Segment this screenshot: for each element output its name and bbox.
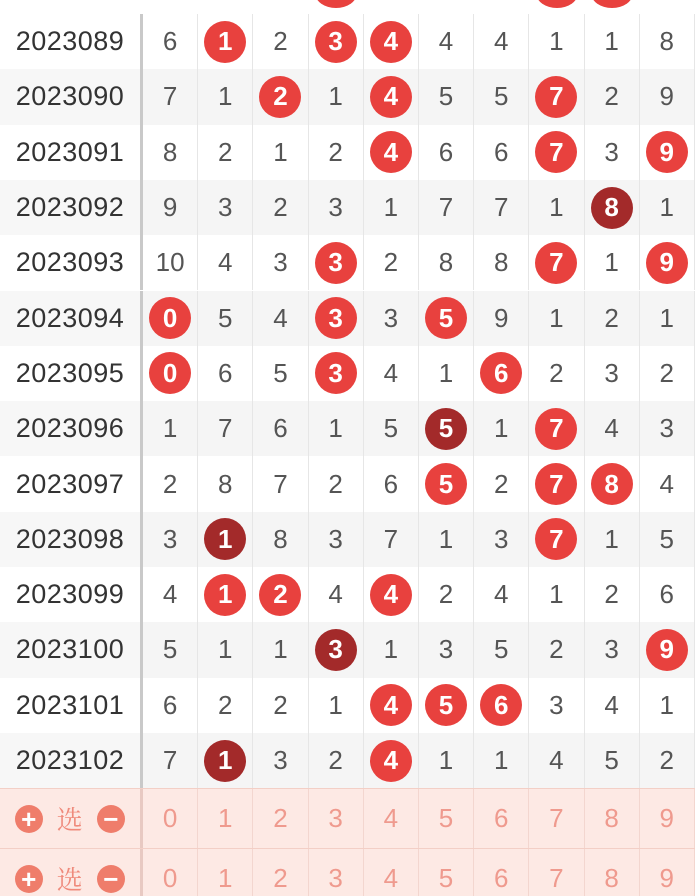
winning-ball: 5 — [425, 684, 467, 726]
digit-cell-hit — [364, 678, 419, 733]
omission-count: 4 — [474, 14, 529, 69]
winning-ball: 4 — [370, 740, 412, 782]
omission-count: 2 — [309, 456, 364, 511]
omission-count: 1 — [585, 14, 640, 69]
omission-count: 3 — [529, 678, 584, 733]
omission-count: 4 — [474, 567, 529, 622]
digit-cell-hit — [529, 456, 584, 511]
omission-count: 4 — [143, 567, 198, 622]
winning-ball: 1 — [204, 518, 246, 560]
omission-count: 6 — [198, 346, 253, 401]
draw-row — [0, 733, 695, 788]
winning-ball: 4 — [370, 76, 412, 118]
selector-controls — [0, 789, 143, 848]
omission-count: 6 — [364, 456, 419, 511]
digit-cell-hit — [419, 401, 474, 456]
omission-count: 1 — [640, 180, 695, 235]
omission-count: 2 — [474, 456, 529, 511]
digit-cell-hit — [529, 512, 584, 567]
select-digit[interactable]: 8 — [585, 789, 640, 848]
digit-cell-hit — [364, 567, 419, 622]
omission-count: 3 — [585, 125, 640, 180]
omission-count: 7 — [364, 512, 419, 567]
omission-count: 5 — [198, 291, 253, 346]
select-digit[interactable]: 0 — [143, 849, 198, 896]
partial-ball — [315, 0, 357, 8]
omission-count: 9 — [640, 69, 695, 124]
winning-ball: 4 — [370, 131, 412, 173]
select-digit[interactable]: 1 — [198, 789, 253, 848]
digit-cell-hit — [198, 14, 253, 69]
period-number: 2023092 — [0, 180, 143, 235]
winning-ball: 3 — [315, 21, 357, 63]
winning-ball: 4 — [370, 21, 412, 63]
digit-cell-hit — [419, 456, 474, 511]
select-digit[interactable]: 4 — [364, 789, 419, 848]
omission-count: 6 — [474, 125, 529, 180]
omission-count: 6 — [419, 125, 474, 180]
omission-count: 8 — [640, 14, 695, 69]
omission-count: 4 — [585, 678, 640, 733]
winning-ball: 5 — [425, 408, 467, 450]
omission-count: 2 — [309, 733, 364, 788]
winning-ball: 5 — [425, 463, 467, 505]
omission-count: 4 — [309, 567, 364, 622]
select-digit[interactable]: 9 — [640, 789, 695, 848]
winning-ball: 2 — [259, 76, 301, 118]
omission-count: 3 — [419, 622, 474, 677]
select-digit[interactable]: 5 — [419, 849, 474, 896]
digit-cell-hit — [419, 291, 474, 346]
omission-count: 7 — [143, 733, 198, 788]
omission-count: 1 — [198, 622, 253, 677]
select-digit[interactable]: 2 — [253, 789, 308, 848]
digit-cell-hit — [198, 512, 253, 567]
winning-ball: 4 — [370, 574, 412, 616]
omission-count: 1 — [585, 235, 640, 290]
omission-count: 5 — [143, 622, 198, 677]
omission-count: 1 — [309, 69, 364, 124]
period-number: 2023095 — [0, 346, 143, 401]
select-digit[interactable]: 7 — [529, 789, 584, 848]
digit-cell-hit — [309, 622, 364, 677]
winning-ball: 9 — [646, 242, 688, 284]
omission-count: 6 — [640, 567, 695, 622]
select-digit[interactable]: 5 — [419, 789, 474, 848]
omission-count: 4 — [198, 235, 253, 290]
select-label: 选 — [56, 805, 84, 836]
omission-count: 8 — [198, 456, 253, 511]
digit-cell-hit — [309, 14, 364, 69]
omission-count: 1 — [529, 291, 584, 346]
digit-cell-hit — [585, 456, 640, 511]
draw-row — [0, 291, 695, 346]
digit-cell-hit — [585, 180, 640, 235]
omission-count: 5 — [474, 622, 529, 677]
omission-count: 7 — [474, 180, 529, 235]
winning-ball: 2 — [259, 574, 301, 616]
omission-count: 4 — [364, 346, 419, 401]
omission-count: 1 — [474, 733, 529, 788]
omission-count: 2 — [309, 125, 364, 180]
omission-count: 10 — [143, 235, 198, 290]
omission-count: 9 — [143, 180, 198, 235]
omission-count: 3 — [364, 291, 419, 346]
draw-row — [0, 235, 695, 290]
add-selection-button[interactable]: + — [15, 865, 43, 893]
omission-count: 2 — [198, 125, 253, 180]
omission-count: 1 — [143, 401, 198, 456]
winning-ball: 1 — [204, 740, 246, 782]
omission-count: 2 — [253, 678, 308, 733]
select-digit[interactable]: 1 — [198, 849, 253, 896]
digit-cell-hit — [529, 235, 584, 290]
draw-row — [0, 512, 695, 567]
omission-count: 3 — [309, 180, 364, 235]
omission-count: 2 — [640, 733, 695, 788]
omission-count: 2 — [640, 346, 695, 401]
remove-selection-button[interactable]: − — [97, 805, 125, 833]
winning-ball: 7 — [535, 518, 577, 560]
select-label: 选 — [56, 865, 84, 896]
omission-count: 1 — [364, 180, 419, 235]
omission-count: 5 — [419, 69, 474, 124]
omission-count: 1 — [253, 622, 308, 677]
period-number: 2023097 — [0, 456, 143, 511]
winning-ball: 0 — [149, 297, 191, 339]
winning-ball: 6 — [480, 684, 522, 726]
digit-cell-hit — [198, 733, 253, 788]
digit-cell-hit — [529, 69, 584, 124]
omission-count: 2 — [253, 14, 308, 69]
omission-count: 9 — [474, 291, 529, 346]
winning-ball: 6 — [480, 352, 522, 394]
digit-cell-hit — [143, 291, 198, 346]
select-digit[interactable]: 6 — [474, 849, 529, 896]
draw-row — [0, 14, 695, 69]
select-digit[interactable]: 3 — [309, 849, 364, 896]
digit-cell-hit — [640, 235, 695, 290]
winning-ball: 3 — [315, 352, 357, 394]
omission-count: 1 — [419, 733, 474, 788]
omission-count: 1 — [474, 401, 529, 456]
select-digit[interactable]: 7 — [529, 849, 584, 896]
digit-cell-hit — [474, 678, 529, 733]
winning-ball: 9 — [646, 629, 688, 671]
period-number: 2023099 — [0, 567, 143, 622]
omission-count: 2 — [529, 622, 584, 677]
select-digit[interactable]: 9 — [640, 849, 695, 896]
omission-count: 3 — [640, 401, 695, 456]
draw-row — [0, 346, 695, 401]
omission-count: 5 — [474, 69, 529, 124]
omission-count: 5 — [364, 401, 419, 456]
winning-ball: 0 — [149, 352, 191, 394]
omission-count: 1 — [419, 346, 474, 401]
winning-ball: 3 — [315, 242, 357, 284]
omission-count: 1 — [640, 678, 695, 733]
winning-ball: 9 — [646, 131, 688, 173]
draw-row — [0, 567, 695, 622]
select-digit[interactable]: 0 — [143, 789, 198, 848]
period-number: 2023089 — [0, 14, 143, 69]
omission-count: 4 — [640, 456, 695, 511]
draw-row — [0, 622, 695, 677]
period-number: 2023100 — [0, 622, 143, 677]
partial-ball — [536, 0, 578, 8]
omission-count: 3 — [585, 622, 640, 677]
period-number: 2023102 — [0, 733, 143, 788]
period-number: 2023094 — [0, 291, 143, 346]
digit-cell-hit — [143, 346, 198, 401]
digit-cell-hit — [474, 346, 529, 401]
period-number: 2023091 — [0, 125, 143, 180]
digit-cell-hit — [364, 14, 419, 69]
digit-cell-hit — [640, 125, 695, 180]
omission-count: 1 — [529, 180, 584, 235]
omission-count: 4 — [529, 733, 584, 788]
digit-cell-hit — [364, 733, 419, 788]
partial-ball — [591, 0, 633, 8]
select-digit[interactable]: 8 — [585, 849, 640, 896]
draw-row — [0, 456, 695, 511]
digit-cell-hit — [253, 69, 308, 124]
omission-count: 6 — [143, 14, 198, 69]
omission-count: 8 — [474, 235, 529, 290]
digit-cell-hit — [364, 69, 419, 124]
omission-count: 2 — [198, 678, 253, 733]
omission-count: 3 — [253, 235, 308, 290]
omission-count: 1 — [364, 622, 419, 677]
omission-count: 1 — [253, 125, 308, 180]
select-digit[interactable]: 2 — [253, 849, 308, 896]
period-number: 2023098 — [0, 512, 143, 567]
selector-controls — [0, 849, 143, 896]
omission-count: 2 — [253, 180, 308, 235]
number-selector-row — [0, 848, 695, 896]
select-digit[interactable]: 3 — [309, 789, 364, 848]
omission-count: 1 — [529, 567, 584, 622]
omission-count: 6 — [143, 678, 198, 733]
omission-count: 1 — [529, 14, 584, 69]
digit-cell-hit — [529, 401, 584, 456]
digit-cell-hit — [309, 291, 364, 346]
omission-count: 6 — [253, 401, 308, 456]
winning-ball: 8 — [591, 187, 633, 229]
draw-row — [0, 125, 695, 180]
period-number: 2023101 — [0, 678, 143, 733]
winning-ball: 4 — [370, 684, 412, 726]
draw-row — [0, 401, 695, 456]
omission-count: 2 — [143, 456, 198, 511]
winning-ball: 1 — [204, 21, 246, 63]
omission-count: 1 — [198, 69, 253, 124]
omission-count: 3 — [474, 512, 529, 567]
winning-ball: 5 — [425, 297, 467, 339]
select-digit[interactable]: 4 — [364, 849, 419, 896]
winning-ball: 7 — [535, 463, 577, 505]
winning-ball: 7 — [535, 76, 577, 118]
omission-count: 8 — [419, 235, 474, 290]
add-selection-button[interactable]: + — [15, 805, 43, 833]
digit-cell-hit — [309, 346, 364, 401]
draw-row — [0, 180, 695, 235]
omission-count: 3 — [198, 180, 253, 235]
omission-count: 2 — [585, 567, 640, 622]
digit-cell-hit — [198, 567, 253, 622]
period-number: 2023096 — [0, 401, 143, 456]
winning-ball: 7 — [535, 131, 577, 173]
omission-count: 2 — [419, 567, 474, 622]
digit-cell-hit — [640, 622, 695, 677]
digit-cell-hit — [309, 235, 364, 290]
remove-selection-button[interactable]: − — [97, 865, 125, 893]
omission-count: 8 — [253, 512, 308, 567]
omission-count: 7 — [143, 69, 198, 124]
omission-count: 7 — [419, 180, 474, 235]
draw-row — [0, 69, 695, 124]
omission-count: 3 — [309, 512, 364, 567]
omission-count: 2 — [364, 235, 419, 290]
period-number: 2023093 — [0, 235, 143, 290]
draw-row — [0, 678, 695, 733]
omission-count: 1 — [419, 512, 474, 567]
omission-count: 1 — [309, 678, 364, 733]
winning-ball: 3 — [315, 297, 357, 339]
omission-count: 5 — [640, 512, 695, 567]
omission-count: 1 — [585, 512, 640, 567]
number-selector-row — [0, 788, 695, 848]
winning-ball: 7 — [535, 408, 577, 450]
digit-cell-hit — [364, 125, 419, 180]
omission-count: 5 — [253, 346, 308, 401]
omission-count: 2 — [585, 291, 640, 346]
omission-count: 3 — [585, 346, 640, 401]
omission-count: 2 — [585, 69, 640, 124]
omission-count: 7 — [198, 401, 253, 456]
select-digit[interactable]: 6 — [474, 789, 529, 848]
omission-count: 7 — [253, 456, 308, 511]
digit-cell-hit — [529, 125, 584, 180]
omission-count: 8 — [143, 125, 198, 180]
omission-count: 5 — [585, 733, 640, 788]
omission-count: 1 — [309, 401, 364, 456]
digit-cell-hit — [419, 678, 474, 733]
omission-count: 3 — [253, 733, 308, 788]
omission-count: 4 — [419, 14, 474, 69]
winning-ball: 8 — [591, 463, 633, 505]
omission-count: 3 — [143, 512, 198, 567]
omission-count: 2 — [529, 346, 584, 401]
omission-count: 4 — [585, 401, 640, 456]
winning-ball: 7 — [535, 242, 577, 284]
omission-count: 1 — [640, 291, 695, 346]
period-number: 2023090 — [0, 69, 143, 124]
omission-count: 4 — [253, 291, 308, 346]
winning-ball: 1 — [204, 574, 246, 616]
digit-cell-hit — [253, 567, 308, 622]
winning-ball: 3 — [315, 629, 357, 671]
